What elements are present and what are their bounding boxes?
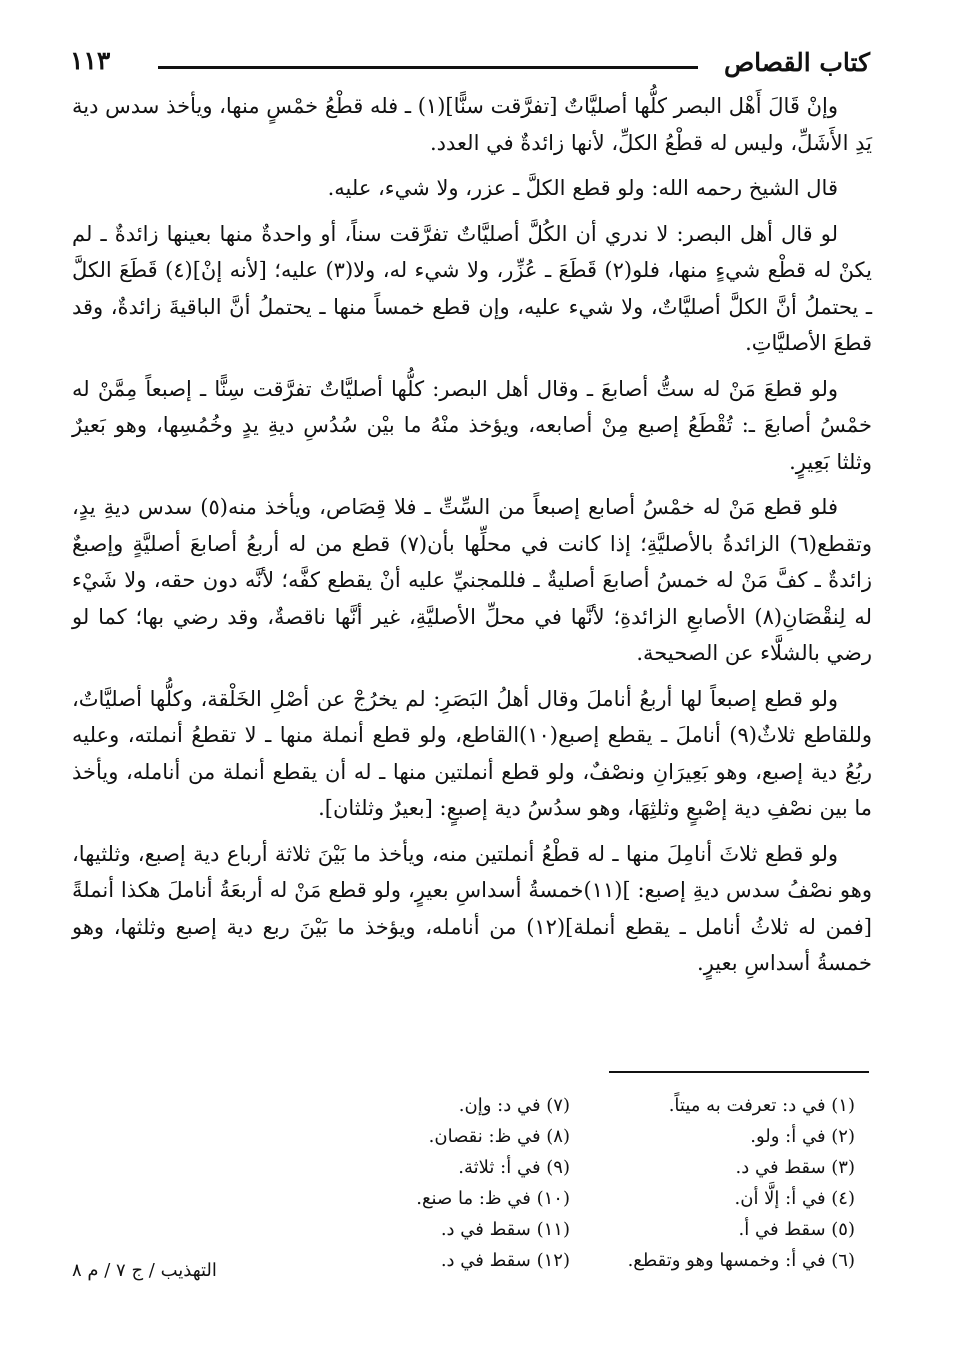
paragraph: لو قال أهل البصر: لا ندري أن الكُلَّ أصليَّاتٌ تفرَّقت سناً، أو واحدةٌ منها بعينها زائدةٌ ـ لم يكنْ له قطْع شيءٍ منها، فلو(٢) قَطَعَ ـ عُزِّر، ولا شيء له، ولا(٣) عليه؛ [لأنه إنْ](٤) قَطَعَ الكلَّ ـ يحتملُ أنَّ الكلَّ أصليَّاتٌ، ولا شيء عليه، وإن قطع خمساً منها ـ يحتملُ أنَّ الباقيةَ زائدةٌ، وقد قطعَ الأصليَّاتِ. — [72, 221, 873, 355]
paragraph: وإنْ قَالَ أَهْل البصر كلُّها أصليَّاتٌ [تفرَّقت سنًّا](١) ـ فله قطْعُ خمْسٍ منها، ويأخذ سدس دية يَدِ الأَشَلِّ، وليس له قطْعُ الكلِّ، لأنها زائدةٌ في العدد. — [72, 94, 872, 155]
footnote: (٨) في ظ: نقصان. — [428, 1126, 570, 1147]
paragraph: فلو قطع مَنْ له خمْسُ أصابع إصبعاً من السِّتِّ ـ فلا قِصَاص، ويأخذ منه(٥) سدس ديةِ يدٍ، وتقطع(٦) الزائدةُ بالأصليَّةِ؛ إذا كانت في محلِّها بأن(٧) قطع من له أربعُ أصابعَ أصليَّةٍ وإصبعٌ زائدةٌ ـ كفَّ مَنْ له خمسُ أصابعَ أصليةٌ ـ فللمجنيِّ عليه أنْ يقطع كفَّه؛ لأنَّه دون حقه، ولا شَيْء له لِنقْصَانِ(٨) الأصابعِ الزائدةِ؛ لأنَّها في محلِّ الأصليَّةِ، غير أنَّها ناقصةٌ، وقد رضي بها؛ كما لو رضي بالشلَّاء عن الصحيحة. — [72, 495, 873, 665]
footnote: (٣) سقط في د. — [735, 1157, 855, 1178]
printer-signature: التهذيب / ج ٧ / م ٨ — [72, 1260, 217, 1281]
footnote: (٥) سقط في أ. — [738, 1219, 855, 1240]
footnote: (٦) في أ: وخمسها وهو وتقطع. — [627, 1250, 855, 1271]
footnote: (٩) في أ: ثلاثة. — [458, 1157, 570, 1178]
paragraph: ولو قطع إصبعاً لها أربعُ أناملَ وقال أهلُ البَصَرِ: لم يخرُجْ عن أصْلِ الخَلْقة، وكلُّها أصليَّاتٌ، وللقاطع ثلاثٌ(٩) أناملَ ـ يقطع إصبع(١٠)القاطع، ولو قطع أنملة منها ـ لا تقطعُ أنملته، وعليه ربُعُ دية إصبع، وهو بَعِيرَانِ ونصْفٌ، ولو قطع أنملتين منها ـ له أن يقطع أنملة من أنامله، ويأخذ ما بين نصْفِ دية إصْبعٍ وثلثِهَا، وهو سدُسُ دية إصبعٍ: [بعيرٌ وثلثان]. — [72, 686, 872, 820]
footnote: (٧) في د: وإن. — [458, 1095, 570, 1116]
footnote: (١٠) في ظ: ما صنع. — [416, 1188, 570, 1209]
paragraph: قال الشيخ رحمه الله: ولو قطع الكلَّ ـ عزر، ولا شيء، عليه. — [327, 176, 838, 200]
header-rule — [158, 66, 698, 69]
footnote: (٢) في أ: ولو. — [750, 1126, 855, 1147]
paragraph: ولو قطع ثلاثَ أنامِلَ منها ـ له قطْعُ أنملتين منه، ويأخذ ما بَيْنَ ثلاثة أرباع دية إصبع، وثلثيها، وهو نصْفُ سدس ديةِ إصبع: ](١١)خمسةُ أسداسِ بعيرٍ، ولو قطع مَنْ له أربعَةُ أناملَ هكذا أنملةً [فمن له ثلاثُ أنامل ـ يقطع أنملة](١٢) من أنامله، ويؤخذ ما بَيْنَ ربع دية إصبع وثلثها، وهو خمسةُ أسداسِ بعيرٍ. — [72, 841, 873, 975]
footnotes-left-column — [290, 1090, 570, 1276]
paragraph: ولو قطعَ مَنْ له ستُّ أصابعَ ـ وقال أهل البصر: كلُّها أصليَّاتٌ تفرَّقت سِنًّا ـ إصبعاً مِمَّنْ له خمْسُ أصابعَ ـ: تُقْطَعُ إصبع مِنْ أصابعه، ويؤخذ منْهُ ما بيْن سُدُسِ ديةِ يدٍ وخُمُسِها، وهو بَعيرٌ وثلثا بَعِيرٍ. — [72, 376, 872, 474]
footnote: (١) في د: تعرفت به ميتاً. — [668, 1095, 855, 1116]
footnote: (١٢) سقط في د. — [440, 1250, 570, 1271]
page-header — [70, 44, 870, 84]
footnote-separator — [609, 1071, 869, 1073]
footnote: (٤) في أ: إلَّا أن. — [734, 1188, 855, 1209]
chapter-title: كتاب القصاص — [723, 48, 870, 77]
main-text — [72, 88, 872, 991]
footnote: (١١) سقط في د. — [440, 1219, 570, 1240]
footnotes-right-column — [575, 1090, 855, 1276]
page-number: ١١٣ — [70, 46, 111, 75]
